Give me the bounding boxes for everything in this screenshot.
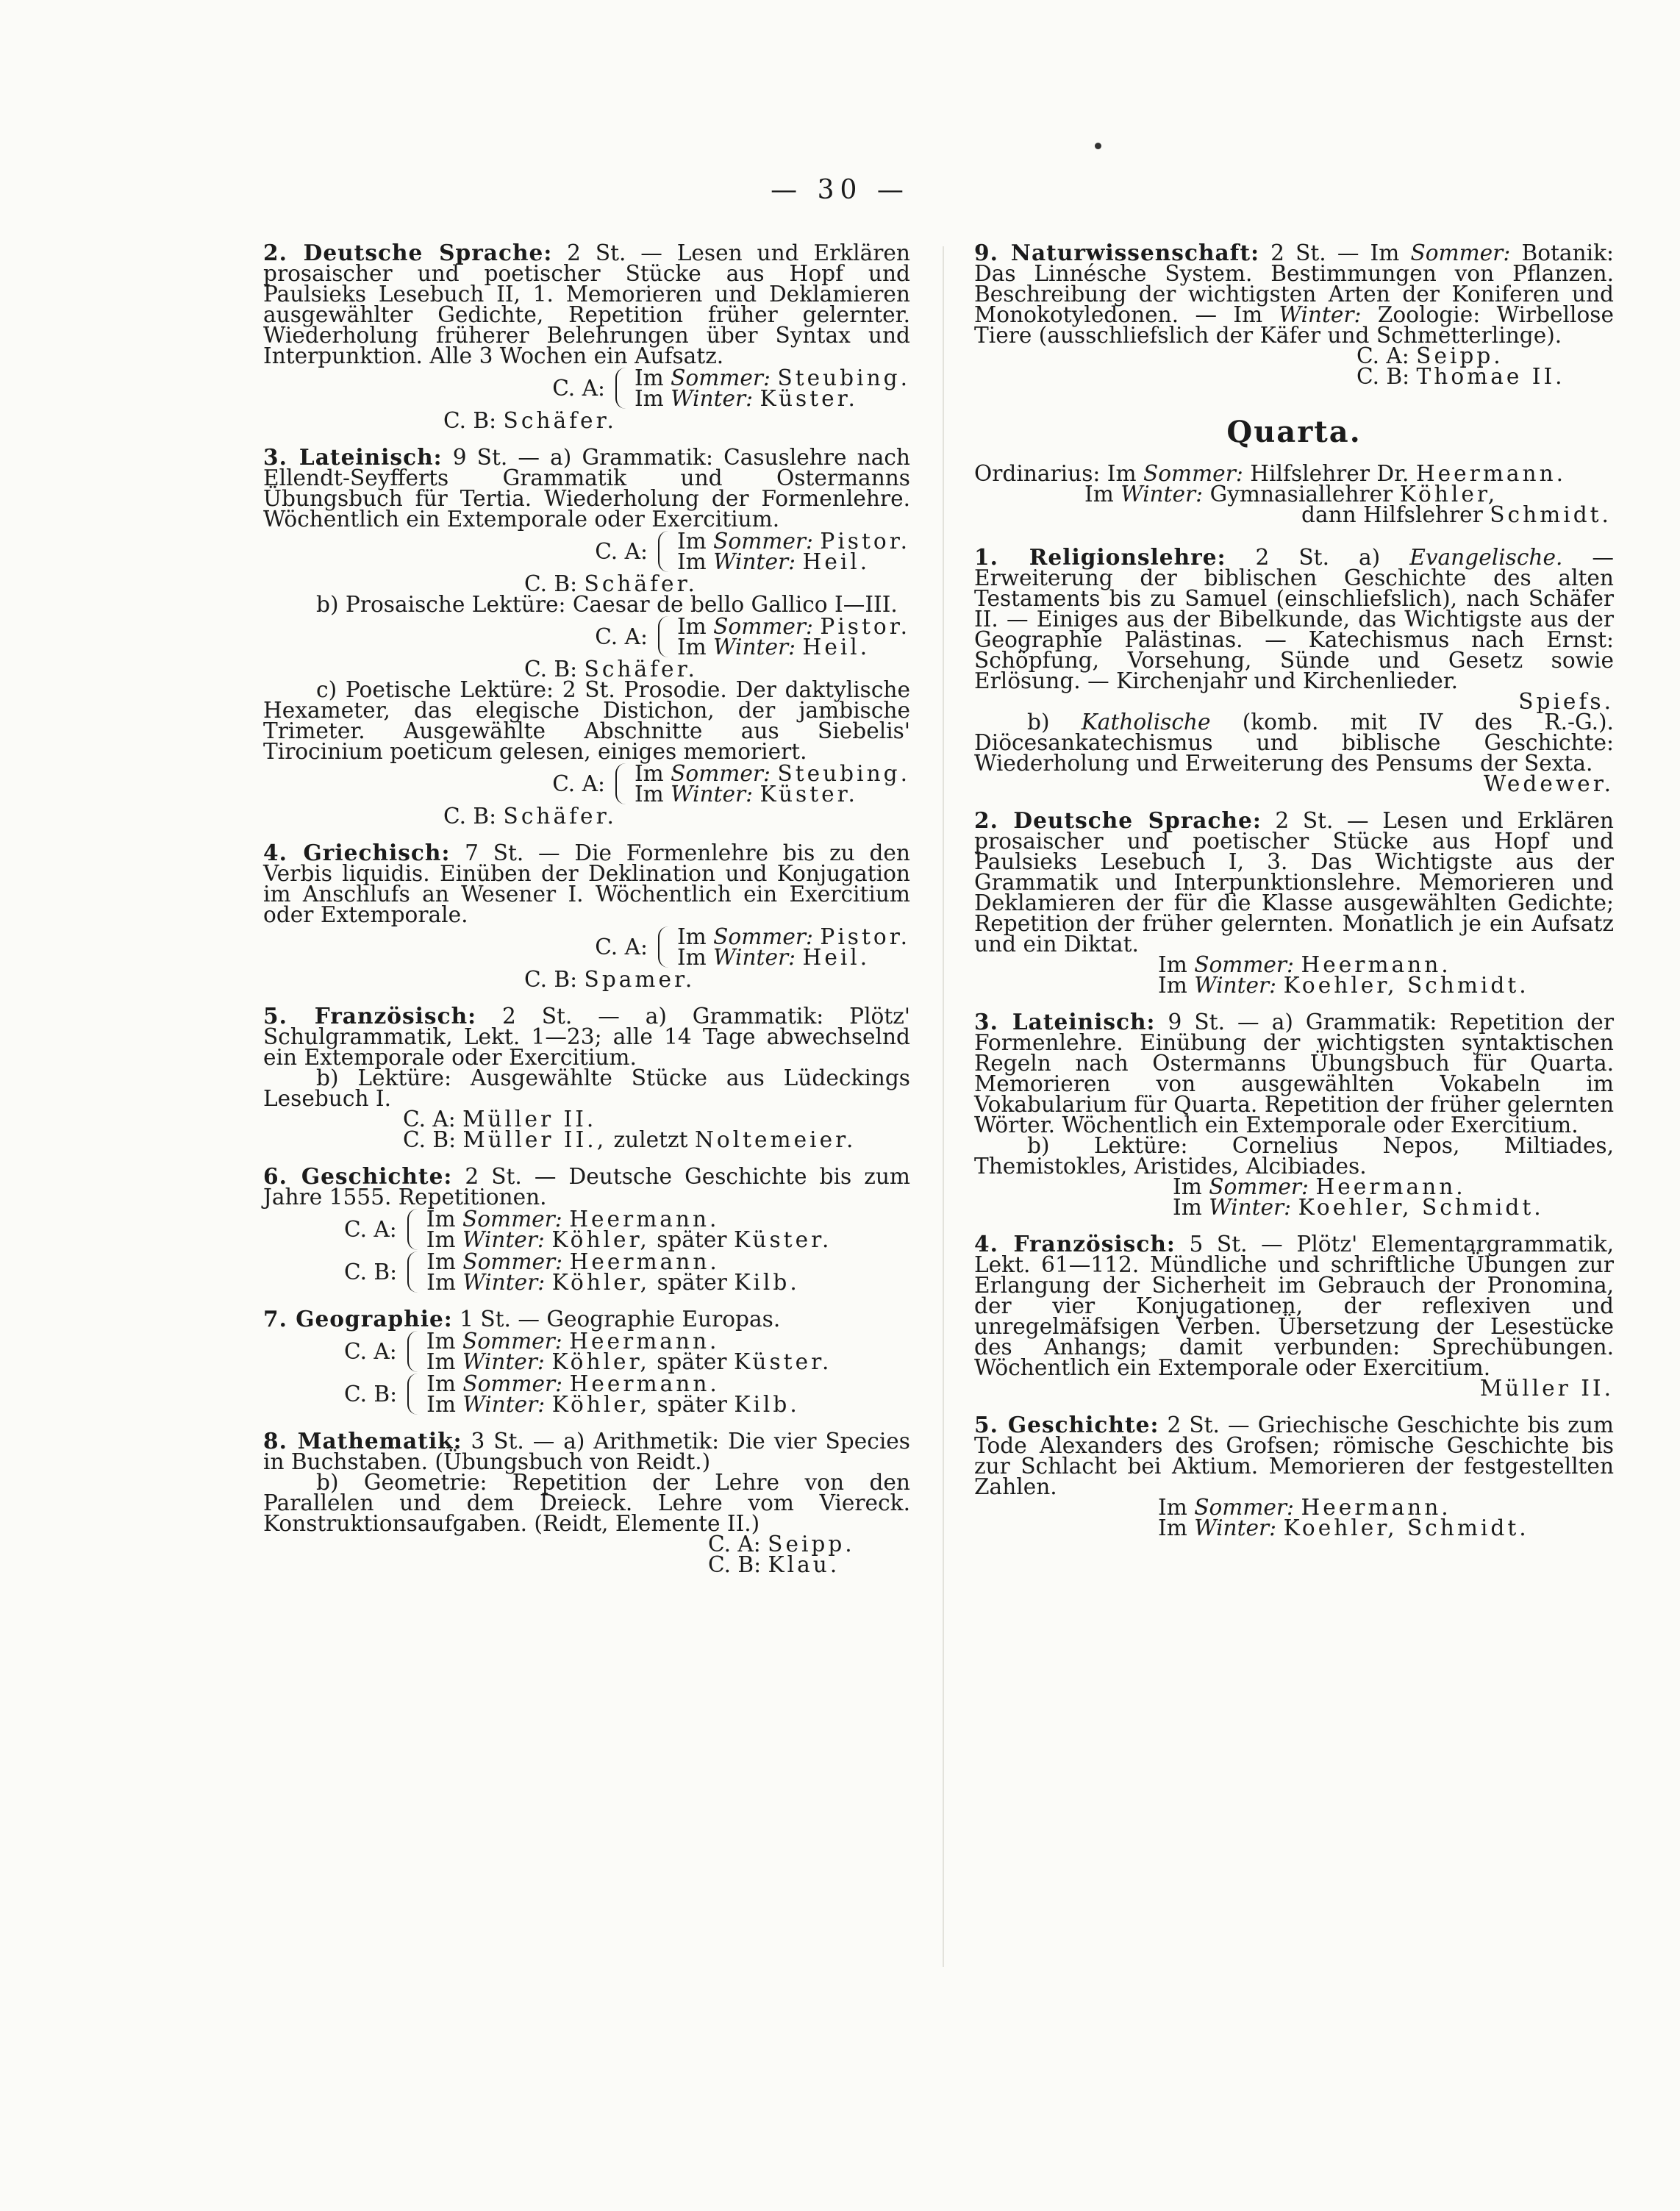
teacher-line: Im Winter: Koehler, Schmidt.	[1173, 1195, 1544, 1220]
section-geschichte: 6. Geschichte: 2 St. — Deutsche Geschichte bis zum Jahre 1555. Repetitionen. C. A: Im Sommer: Heermann. Im Winter: Köhler, später Küster. C. B: Im Sommer: Heermann. Im Winter: Köhler, später Kilb.	[263, 1163, 910, 1295]
teacher-line: Im Winter: Koehler, Schmidt.	[1158, 973, 1529, 998]
teacher-line: C. B: Schäfer.	[443, 408, 617, 433]
teacher-brace: C. A: Im Sommer: Steubing. Im Winter: Küster.	[552, 365, 910, 411]
teacher-line: C. A: Müller II.	[403, 1107, 597, 1132]
teacher-line: Im Sommer: Heermann.	[1158, 952, 1451, 977]
section-lateinisch-quarta: 3. Lateinisch: 9 St. — a) Grammatik: Repetition der Formenlehre. Einübung der wichtigsten syntaktischen Regeln nach Ostermanns Übungsbuch für Quarta. Memorieren von ausgewählten Vokabeln im Vokabularium für Quarta. Repetition der früher gelernten Wörter. Wöchentlich ein Extemporale oder Exercitium. b) Lektüre: Cornelius Nepos, Miltiades, Themistokles, Aristides, Alcibiades. Im Sommer: Heermann. Im Winter: Koehler, Schmidt.	[974, 1009, 1614, 1220]
teacher-line: C. B: Schäfer.	[524, 571, 698, 596]
section-geographie: 7. Geographie: 1 St. — Geographie Europas. C. A: Im Sommer: Heermann. Im Winter: Köhler, später Küster. C. B: Im Sommer: Heermann. Im Winter: Köhler, später Kilb.	[263, 1309, 910, 1415]
left-column	[263, 240, 910, 1591]
teacher-line: C. B: Thomae II.	[1356, 364, 1565, 389]
teacher-brace: C. A: Im Sommer: Pistor. Im Winter: Heil.	[595, 614, 910, 660]
section-mathematik: 8. Mathematik: 3 St. — a) Arithmetik: Die vier Species in Buchstaben. (Übungsbuch von Reidt.) b) Geometrie: Repetition der Lehre von den Parallelen und dem Dreieck. Lehre vom Viereck. Konstruktionsaufgaben. (Reidt, Elemente II.) C. A: Seipp. C. B: Klau.	[263, 1428, 910, 1577]
teacher-line: C. A: Seipp.	[1356, 343, 1504, 368]
teacher-line: Im Sommer: Heermann.	[1173, 1174, 1466, 1199]
teacher-line: C. B: Klau.	[708, 1552, 840, 1577]
section-deutsche-sprache-quarta: 2. Deutsche Sprache: 2 St. — Lesen und Erklären prosaischer und poetischer Stücke aus Hopf und Paulsieks Lesebuch I, 3. Das Wichtigste aus der Grammatik und Interpunktionslehre. Memorieren und Deklamieren der für die Klasse ausgewählten Gedichte; Repetition der früher gelernten. Monatlich je ein Aufsatz und ein Diktat. Im Sommer: Heermann. Im Winter: Koehler, Schmidt.	[974, 807, 1614, 998]
teacher-line: C. B: Schäfer.	[524, 657, 698, 682]
section-heading: 2. Deutsche Sprache:	[263, 240, 553, 265]
teacher-line: C. A: Seipp.	[708, 1532, 855, 1557]
teacher-line: C. B: Spamer.	[524, 967, 696, 992]
teacher-brace: C. A: Im Sommer: Pistor. Im Winter: Heil.	[595, 529, 910, 574]
teacher-brace: C. A: Im Sommer: Heermann. Im Winter: Köhler, später Küster.	[344, 1329, 832, 1374]
section-religionslehre: 1. Religionslehre: 2 St. a) Evangelische. — Erweiterung der biblischen Geschichte des alten Testaments bis zu Samuel (einschliefslich), nach Schäfer II. — Einiges aus der Bibelkunde, das Wichtigste aus der Geographie Palästinas. — Katechismus nach Ernst: Schöpfung, Vorsehung, Sünde und Gesetz sowie Erlösung. — Kirchenjahr und Kirchenlieder. Spiefs. b) Katholische (komb. mit IV des R.-G.). Diöcesankatechismus und biblische Geschichte: Wiederholung und Erweiterung des Pensums der Sexta. Wedewer.	[974, 544, 1614, 796]
section-lateinisch: 3. Lateinisch: 9 St. — a) Grammatik: Casuslehre nach Ellendt-Seyfferts Grammatik und Ostermanns Übungsbuch für Tertia. Wiederholung der Formenlehre. Wöchentlich ein Extemporale oder Exercitium. C. A: Im Sommer: Pistor. Im Winter: Heil. C. B: Schäfer. b) Prosaische Lektüre: Caesar de bello Gallico I—III. C. A: Im Sommer: Pistor. Im Winter: Heil. C. B: Schäfer. c) Poetische Lektüre: 2 St. Prosodie. Der daktylische Hexameter, das elegische Distichon, der jambische Trimeter. Ausgewählte Abschnitte aus Siebelis' Tirocinium poeticum gelesen, einiges memoriert. C. A: Im Sommer: Steubing. Im Winter: Küster. C. B: Schäfer.	[263, 444, 910, 829]
section-franzoesisch-quarta: 4. Französisch: 5 St. — Plötz' Elementargrammatik, Lekt. 61—112. Mündliche und schriftliche Übungen zur Erlangung der Sicherheit im Gebrauch der Pronomina, der vier Konjugationen, der reflexiven und unregelmäfsigen Verben. Übersetzung der Lesestücke des Anhangs; damit verbunden: Sprechübungen. Wöchentlich ein Extemporale oder Exercitium. Müller II.	[974, 1231, 1614, 1401]
teacher-line: Im Sommer: Heermann.	[1158, 1495, 1451, 1520]
teacher-brace: C. B: Im Sommer: Heermann. Im Winter: Köhler, später Kilb.	[344, 1371, 800, 1417]
section-deutsche-sprache	[263, 240, 910, 433]
section-text: 2 St. — Lesen und Erklären prosaischer und poetischer Stücke aus Hopf und Paulsieks Lesebuch II, 1. Memorieren und Deklamieren ausgewählter Gedichte, Repetition früher gelernter. Wiederholung früherer Belehrungen über Syntax und Interpunktion. Alle 3 Wochen ein Aufsatz.	[263, 240, 910, 368]
class-title: Quarta.	[1226, 415, 1362, 449]
section-franzoesisch: 5. Französisch: 2 St. — a) Grammatik: Plötz' Schulgrammatik, Lekt. 1—23; alle 14 Tage abwechselnd ein Extemporale oder Exercitium. b) Lektüre: Ausgewählte Stücke aus Lüdeckings Lesebuch I. C. A: Müller II. C. B: Müller II., zuletzt Noltemeier.	[263, 1003, 910, 1152]
section-geschichte-quarta: 5. Geschichte: 2 St. — Griechische Geschichte bis zum Tode Alexanders des Grofsen; römische Geschichte bis zur Schlacht bei Aktium. Memorieren der festgestellten Zahlen. Im Sommer: Heermann. Im Winter: Koehler, Schmidt.	[974, 1412, 1614, 1540]
teacher-line: Spiefs.	[1518, 689, 1614, 714]
teacher-brace: C. A: Im Sommer: Pistor. Im Winter: Heil.	[595, 924, 910, 970]
teacher-brace: C. A: Im Sommer: Steubing. Im Winter: Küster.	[552, 761, 910, 807]
teacher-line: C. B: Müller II., zuletzt Noltemeier.	[403, 1127, 857, 1152]
ordinarius: Ordinarius: Im Sommer: Hilfslehrer Dr. Heermann. Im Winter: Gymnasiallehrer Köhler, dann Hilfslehrer Schmidt.	[974, 461, 1612, 527]
section-griechisch: 4. Griechisch: 7 St. — Die Formenlehre bis zu den Verbis liquidis. Einüben der Deklination und Konjugation im Anschlufs an Wesener I. Wöchentlich ein Exercitium oder Extemporale. C. A: Im Sommer: Pistor. Im Winter: Heil. C. B: Spamer.	[263, 840, 910, 992]
teacher-brace: C. A: Im Sommer: Heermann. Im Winter: Köhler, später Küster.	[344, 1207, 832, 1252]
teacher-line: Müller II.	[1479, 1376, 1614, 1401]
page-number: — 30 —	[771, 175, 909, 205]
teacher-line: C. B: Schäfer.	[443, 804, 617, 829]
teacher-line: Im Winter: Koehler, Schmidt.	[1158, 1515, 1529, 1540]
ink-speck	[1095, 143, 1101, 149]
column-divider	[943, 246, 944, 1967]
teacher-brace: C. B: Im Sommer: Heermann. Im Winter: Köhler, später Kilb.	[344, 1249, 800, 1295]
teacher-line: Wedewer.	[1483, 771, 1614, 796]
right-column	[974, 240, 1614, 1554]
section-naturwissenschaft: 9. Naturwissenschaft: 2 St. — Im Sommer: Botanik: Das Linnésche System. Bestimmungen von Pflanzen. Beschreibung der wichtigsten Arten der Koniferen und Monokotyledonen. — Im Winter: Zoologie: Wirbellose Tiere (ausschliefslich der Käfer und Schmetterlinge). C. A: Seipp. C. B: Thomae II.	[974, 240, 1614, 389]
